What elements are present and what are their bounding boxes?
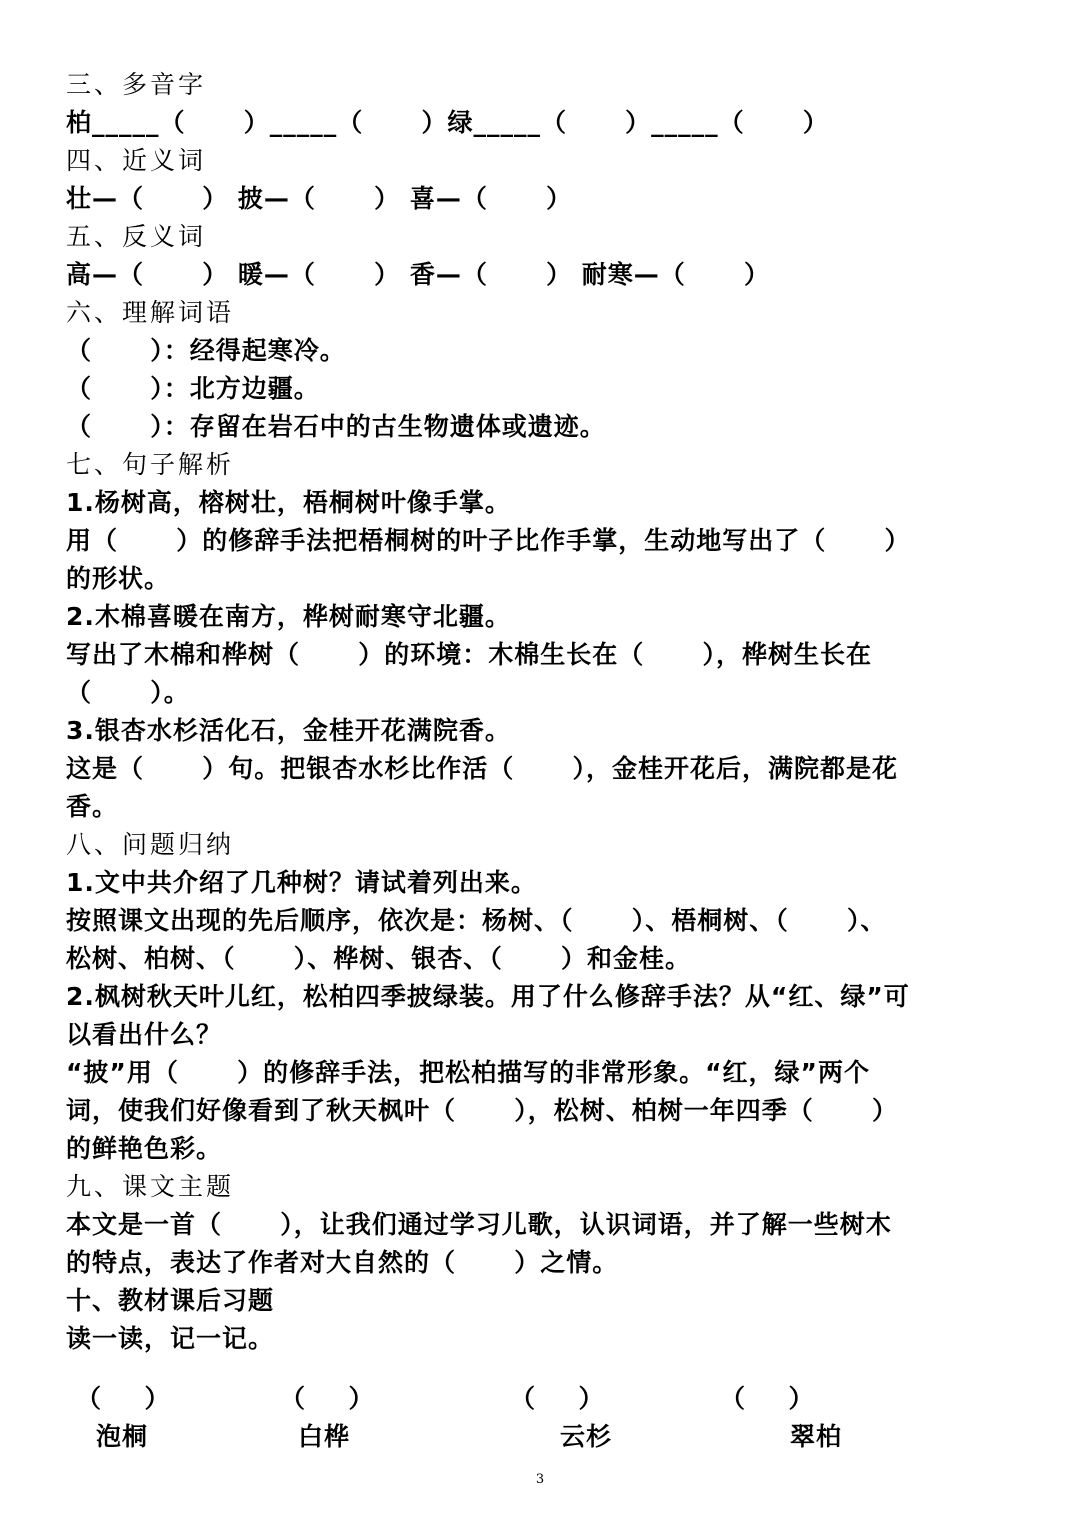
worksheet-line: 2.木棉喜暖在南方，桦树耐寒守北疆。 xyxy=(66,602,511,631)
vocab-word: 泡桐 xyxy=(96,1422,149,1451)
section-heading: 五、反义词 xyxy=(66,222,207,251)
worksheet-line: 的鲜艳色彩。 xyxy=(66,1134,223,1163)
worksheet-line: 2.枫树秋天叶儿红，松柏四季披绿装。用了什么修辞手法？从“红、绿”可 xyxy=(66,982,910,1011)
worksheet-line: （ ）。 xyxy=(66,678,190,707)
worksheet-line: （ ）：存留在岩石中的古生物遗体或遗迹。 xyxy=(66,412,606,441)
worksheet-line: 高—（ ） 暖—（ ） 香—（ ） 耐寒—（ ） xyxy=(66,260,770,289)
section-heading: 八、问题归纳 xyxy=(66,830,235,859)
worksheet-line: 这是（ ）句。把银杏水杉比作活（ ），金桂开花后，满院都是花 xyxy=(66,754,898,783)
worksheet-line: 用（ ）的修辞手法把梧桐树的叶子比作手掌，生动地写出了（ ） xyxy=(66,526,911,555)
worksheet-line: 1.杨树高，榕树壮，梧桐树叶像手掌。 xyxy=(66,488,511,517)
worksheet-line: 松树、柏树、（ ）、桦树、银杏、（ ）和金桂。 xyxy=(66,944,691,973)
section-heading: 四、近义词 xyxy=(66,146,207,175)
worksheet-line: 写出了木棉和桦树（ ）的环境：木棉生长在（ ），桦树生长在 xyxy=(66,640,872,669)
worksheet-line: 3.银杏水杉活化石，金桂开花满院香。 xyxy=(66,716,511,745)
pinyin-blank: （ ） xyxy=(720,1384,814,1413)
worksheet-line: 的形状。 xyxy=(66,564,171,593)
worksheet-line: 柏_____（ ）_____（ ）绿_____（ ）_____（ ） xyxy=(66,108,829,137)
worksheet-line: 的特点，表达了作者对大自然的（ ）之情。 xyxy=(66,1248,619,1277)
worksheet-line: 香。 xyxy=(66,792,119,821)
section-heading: 三、多音字 xyxy=(66,70,207,99)
worksheet-line: 十、教材课后习题 xyxy=(66,1286,275,1315)
worksheet-line: 本文是一首（ ），让我们通过学习儿歌，认识词语，并了解一些树木 xyxy=(66,1210,892,1239)
worksheet-line: 词，使我们好像看到了秋天枫叶（ ），松树、柏树一年四季（ ） xyxy=(66,1096,898,1125)
pinyin-blank: （ ） xyxy=(76,1384,170,1413)
worksheet-line: 1.文中共介绍了几种树？请试着列出来。 xyxy=(66,868,537,897)
section-heading: 九、课文主题 xyxy=(66,1172,235,1201)
worksheet-line: （ ）：经得起寒冷。 xyxy=(66,336,346,365)
vocab-word: 云杉 xyxy=(560,1422,613,1451)
vocab-word: 白桦 xyxy=(298,1422,351,1451)
vocab-word: 翠柏 xyxy=(790,1422,843,1451)
worksheet-line: （ ）：北方边疆。 xyxy=(66,374,320,403)
pinyin-blank: （ ） xyxy=(280,1384,374,1413)
worksheet-line: 以看出什么？ xyxy=(66,1020,223,1049)
worksheet-line: 读一读，记一记。 xyxy=(66,1324,275,1353)
pinyin-blank: （ ） xyxy=(510,1384,604,1413)
section-heading: 七、句子解析 xyxy=(66,450,235,479)
worksheet-line: 壮—（ ） 披—（ ） 喜—（ ） xyxy=(66,184,573,213)
worksheet-line: “披”用（ ）的修辞手法，把松柏描写的非常形象。“红，绿”两个 xyxy=(66,1058,870,1087)
worksheet-line: 按照课文出现的先后顺序，依次是：杨树、（ ）、梧桐树、（ ）、 xyxy=(66,906,887,935)
page-number: 3 xyxy=(535,1472,545,1487)
section-heading: 六、理解词语 xyxy=(66,298,235,327)
